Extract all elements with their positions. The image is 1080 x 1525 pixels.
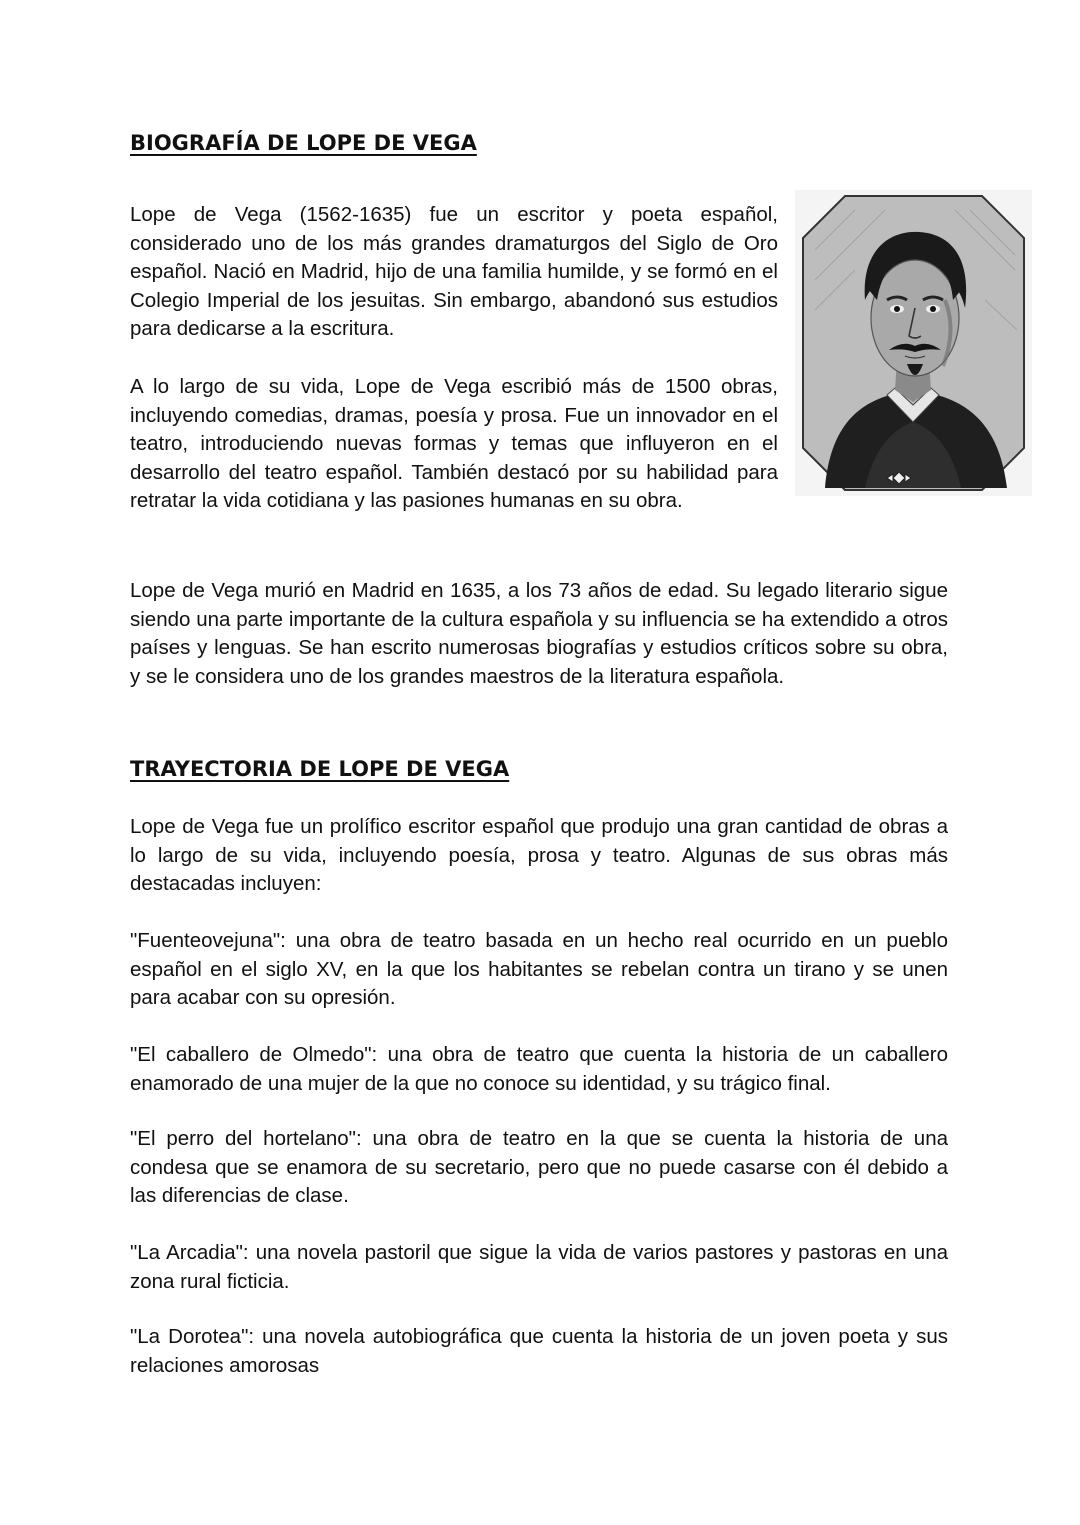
work-item-perro-del-hortelano: "El perro del hortelano": una obra de teatro en la que se cuenta la historia de una condesa que se enamora de su secretario, pero que no puede casarse con él debido a las diferencias de clase. (130, 1127, 948, 1208)
portrait-engraving-icon (795, 190, 1032, 496)
trajectory-intro: Lope de Vega fue un prolífico escritor español que produjo una gran cantidad de obras a lo largo de su vida, incluyendo poesía, prosa y teatro. Algunas de sus obras más destacadas incluyen: (130, 815, 948, 896)
work-item-la-arcadia: "La Arcadia": una novela pastoril que sigue la vida de varios pastores y pastoras en una zona rural ficticia. (130, 1241, 948, 1293)
biography-paragraph: Lope de Vega (1562-1635) fue un escritor y poeta español, considerado uno de los más grandes dramaturgos del Siglo de Oro español. Nació en Madrid, hijo de una familia humilde, y se formó en el Colegio Imperial de los jesuitas. Sin embargo, abandonó sus estudios para dedicarse a la escritura. (130, 203, 778, 341)
work-item-caballero-de-olmedo: "El caballero de Olmedo": una obra de teatro que cuenta la historia de un caballero enamorado de una mujer de la que no conoce su identidad, y su trágico final. (130, 1043, 948, 1095)
work-item-la-dorotea: "La Dorotea": una novela autobiográfica que cuenta la historia de un joven poeta y sus relaciones amorosas (130, 1325, 948, 1377)
work-item-fuenteovejuna: "Fuenteovejuna": una obra de teatro basada en un hecho real ocurrido en un pueblo español en el siglo XV, en la que los habitantes se rebelan contra un tirano y se unen para acabar con su opresión. (130, 929, 948, 1010)
biography-paragraph: Lope de Vega murió en Madrid en 1635, a los 73 años de edad. Su legado literario sigue siendo una parte importante de la cultura española y su influencia se ha extendido a otros países y lenguas. Se han escrito numerosas biografías y estudios críticos sobre su obra, y se le considera uno de los grandes maestros de la literatura española. (130, 579, 948, 688)
biography-heading: BIOGRAFÍA DE LOPE DE VEGA (130, 131, 477, 155)
biography-paragraph: A lo largo de su vida, Lope de Vega escribió más de 1500 obras, incluyendo comedias, dramas, poesía y prosa. Fue un innovador en el teatro, introduciendo nuevas formas y temas que influyeron en el desarrollo del teatro español. También destacó por su habilidad para retratar la vida cotidiana y las pasiones humanas en su obra. (130, 375, 778, 513)
trajectory-heading: TRAYECTORIA DE LOPE DE VEGA (130, 757, 510, 781)
